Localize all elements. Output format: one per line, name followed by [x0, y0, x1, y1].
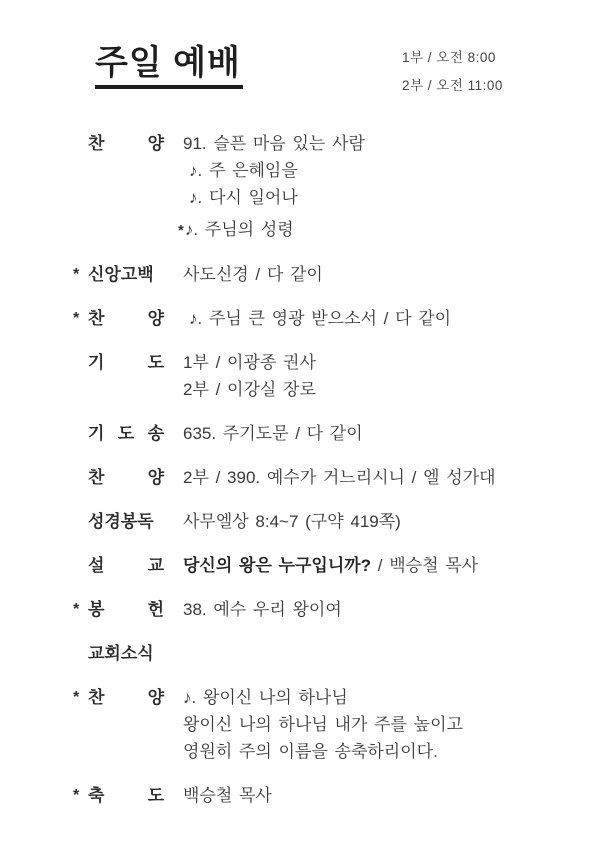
standing-asterisk: * [73, 689, 80, 706]
item-content [183, 684, 600, 765]
item-content [183, 464, 600, 491]
service-time-first: 1부 / 오전 8:00 [402, 50, 496, 65]
worship-item [0, 130, 600, 244]
item-content [183, 596, 600, 623]
item-label-column [0, 782, 183, 809]
worship-item [0, 349, 600, 403]
line-text: 영원히 주의 이름을 송축하리이다. [183, 742, 438, 761]
line-text: ♪. 주님 큰 영광 받으소서 / 다 같이 [189, 309, 452, 328]
content-line [183, 261, 600, 288]
content-line [183, 349, 600, 376]
item-label: 교회소식 [88, 644, 154, 663]
content-line [183, 305, 600, 332]
content-line [183, 376, 600, 403]
worship-item [0, 420, 600, 447]
content-line [183, 420, 600, 447]
worship-item [0, 596, 600, 623]
sermon-title: 당신의 왕은 누구입니까? [183, 556, 372, 575]
item-content [178, 130, 600, 244]
line-text: ♪. 주 은혜임을 [189, 161, 298, 180]
content-line [183, 464, 600, 491]
item-content [183, 261, 600, 288]
worship-item [0, 552, 600, 579]
item-label-column [0, 552, 183, 579]
standing-asterisk: * [73, 787, 80, 804]
service-times [402, 44, 503, 100]
line-text: 635. 주기도문 / 다 같이 [183, 424, 363, 443]
content-line [183, 596, 600, 623]
standing-asterisk: * [73, 310, 80, 327]
worship-item [0, 640, 600, 667]
item-label-column [0, 130, 183, 157]
item-content [183, 420, 600, 447]
item-label-column [0, 640, 183, 667]
item-content [183, 552, 600, 579]
item-label-column [0, 305, 183, 332]
item-label: 찬 양 [88, 468, 164, 487]
content-line [183, 684, 600, 711]
worship-item [0, 305, 600, 332]
item-label: 신앙고백 [88, 265, 154, 284]
item-label-column [0, 420, 183, 447]
item-label: 축 도 [88, 786, 164, 805]
worship-item [0, 464, 600, 491]
item-content [183, 305, 600, 332]
item-label: 기 도 [88, 353, 164, 372]
item-content [183, 349, 600, 403]
line-text: ♪. 왕이신 나의 하나님 [183, 688, 348, 707]
content-line [183, 184, 600, 211]
line-text: ♪. 주님의 성령 [184, 220, 294, 239]
item-label: 설 교 [88, 556, 164, 575]
line-text: 38. 예수 우리 왕이여 [183, 600, 342, 619]
content-line [183, 711, 600, 738]
content-line [183, 130, 600, 157]
item-label: 찬 양 [88, 134, 164, 153]
service-time-second: 2부 / 오전 11:00 [402, 78, 503, 93]
standing-asterisk: * [73, 266, 80, 283]
item-label-column [0, 508, 183, 535]
line-text: 91. 슬픈 마음 있는 사람 [183, 134, 365, 153]
line-text: 백승철 목사 [183, 786, 272, 805]
worship-item [0, 684, 600, 765]
line-text: 사도신경 / 다 같이 [183, 265, 323, 284]
standing-asterisk: * [178, 222, 184, 239]
item-label-column [0, 464, 183, 491]
line-text: 2부 / 390. 예수가 거느리시니 / 엘 성가대 [183, 468, 496, 487]
item-content [183, 508, 600, 535]
line-text: 사무엘상 8:4~7 (구약 419쪽) [183, 512, 401, 531]
line-text: / 백승철 목사 [371, 556, 479, 575]
page-title: 주일 예배 [95, 44, 243, 89]
standing-asterisk: * [73, 601, 80, 618]
line-text: ♪. 다시 일어나 [189, 188, 298, 207]
line-text: 왕이신 나의 하나님 내가 주를 높이고 [183, 715, 463, 734]
content-line [183, 552, 600, 579]
item-label: 봉 헌 [88, 600, 164, 619]
content-line [183, 157, 600, 184]
worship-item [0, 508, 600, 535]
worship-item [0, 261, 600, 288]
item-label-column [0, 261, 183, 288]
item-label: 찬 양 [88, 688, 164, 707]
content-line [178, 216, 600, 244]
item-label-column [0, 349, 183, 376]
item-label-column [0, 596, 183, 623]
item-label: 성경봉독 [88, 512, 154, 531]
item-label: 찬 양 [88, 309, 164, 328]
line-text: 1부 / 이광종 권사 [183, 353, 316, 372]
content-line [183, 782, 600, 809]
worship-item [0, 782, 600, 809]
item-content [183, 782, 600, 809]
item-label: 기 도 송 [88, 424, 164, 443]
content-line [183, 508, 600, 535]
order-of-worship [0, 130, 600, 826]
content-line [183, 738, 600, 765]
line-text: 2부 / 이강실 장로 [183, 380, 316, 399]
item-label-column [0, 684, 183, 711]
